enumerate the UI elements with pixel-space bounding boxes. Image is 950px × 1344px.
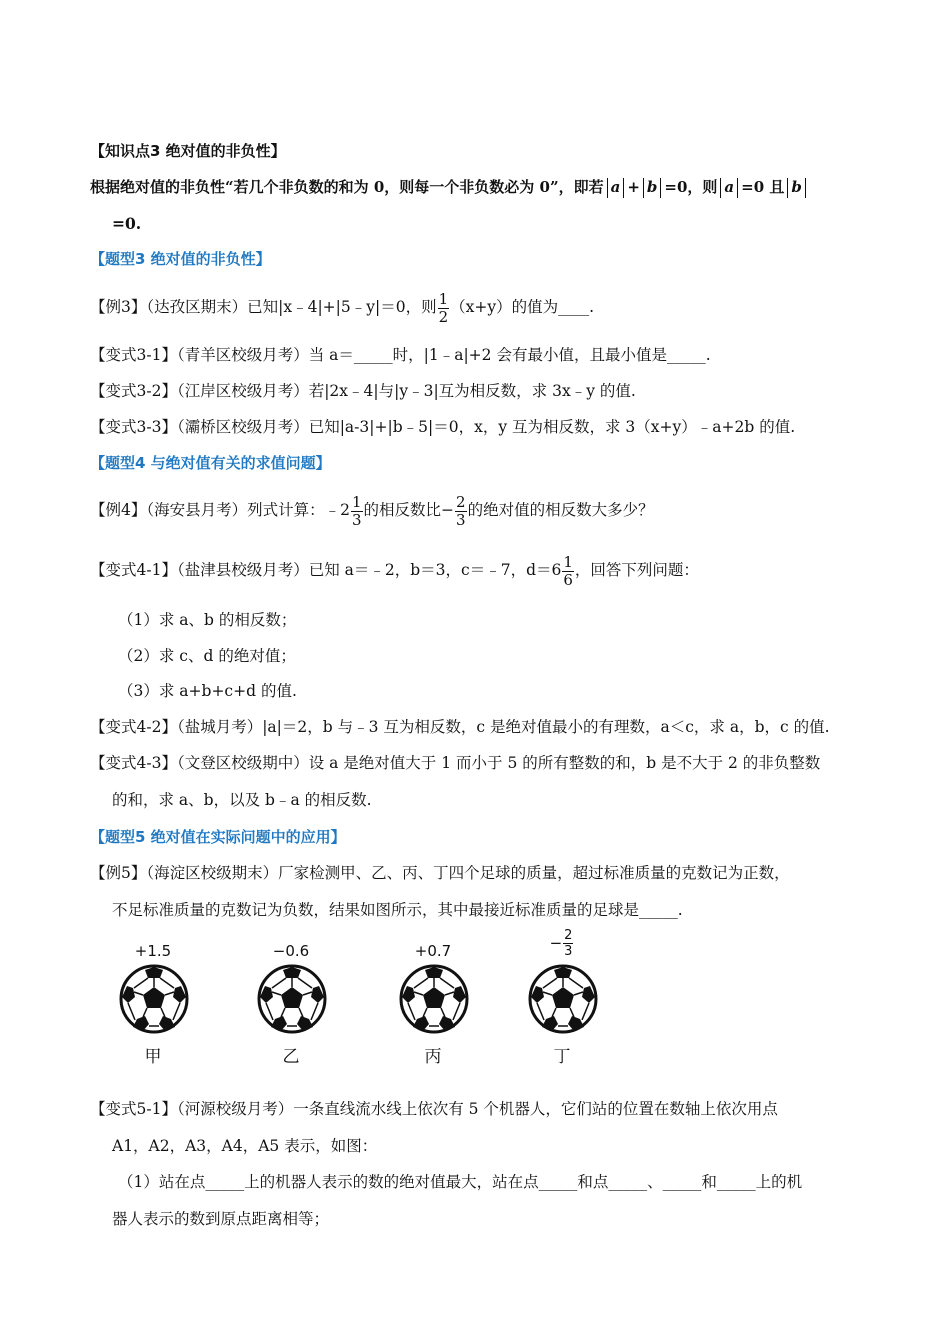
- ball-value: − $\frac{2}{3}$: [549, 928, 573, 959]
- ball-value: +1.5: [134, 942, 172, 960]
- soccer-ball-icon: [119, 964, 189, 1034]
- variant-3-3: 【变式3-3】（灞桥区校级月考）已知|a-3|+|b﹣5|＝0，x，y 互为相反数，求 3（x+y）﹣a+2b 的值.: [90, 418, 796, 436]
- kp-eq: =0 且: [741, 178, 785, 196]
- ball-value: −0.6: [272, 942, 310, 960]
- v41-fraction: $\frac{1}{6}$: [563, 552, 573, 589]
- variant-4-2: 【变式4-2】（盐城月考）|a|＝2，b 与﹣3 互为相反数，c 是绝对值最小的有理数，a＜c，求 a，b，c 的值.: [90, 718, 830, 736]
- knowledge-point-body-line2: =0.: [112, 214, 142, 233]
- ex4-fraction-1: $\frac{1}{3}$: [351, 492, 362, 529]
- variant-4-1-q2: （2）求 c、d 的绝对值；: [118, 647, 296, 665]
- variant-4-1-q1: （1）求 a、b 的相反数；: [118, 611, 297, 629]
- section-title-type5: 【题型5 绝对值在实际问题中的应用】: [90, 828, 346, 846]
- kp-eq: =0，则: [664, 178, 718, 196]
- variant-5-1-q1-line1: （1）站在点_____上的机器人表示的数的绝对值最大，站在点_____和点_____、_____和_____上的机: [118, 1173, 803, 1191]
- variant-4-3-line2: 的和，求 a、b，以及 b﹣a 的相反数.: [112, 791, 372, 809]
- variant-5-1-q1-line2: 器人表示的数到原点距离相等；: [112, 1210, 330, 1228]
- ball-value-fraction: $\frac{2}{3}$: [564, 928, 573, 959]
- soccer-ball-icon: [528, 964, 598, 1034]
- soccer-ball-icon: [257, 964, 327, 1034]
- example-5-line2: 不足标准质量的克数记为负数，结果如图所示，其中最接近标准质量的足球是_____.: [112, 901, 683, 919]
- variant-3-1: 【变式3-1】（青羊区校级月考）当 a＝_____时，|1﹣a|+2 会有最小值，且最小值是_____.: [90, 346, 711, 364]
- variant-4-1: 【变式4-1】（盐津县校级月考）已知 a＝﹣2，b＝3，c＝﹣7，d＝6 $\frac{1}{6}$ ，回答下列问题：: [90, 552, 699, 589]
- variant-4-3-line1: 【变式4-3】（文登区校级期中）设 a 是绝对值大于 1 而小于 5 的所有整数的和，b 是不大于 2 的非负整数: [90, 754, 821, 772]
- soccer-ball-icon: [399, 964, 469, 1034]
- kp-var: a: [724, 178, 735, 196]
- section-title-type3: 【题型3 绝对值的非负性】: [90, 250, 271, 268]
- variant-5-1-line2: A1，A2，A3，A4，A5 表示，如图：: [112, 1137, 378, 1155]
- ball-name: 丙: [424, 1047, 442, 1067]
- knowledge-point-title: 【知识点3 绝对值的非负性】: [90, 142, 286, 160]
- variant-4-1-q3: （3）求 a+b+c+d 的值.: [118, 682, 297, 700]
- kp-var: b: [791, 178, 802, 196]
- kp-body-text: 根据绝对值的非负性“若几个非负数的和为 0，则每一个非负数必为 0”，即若: [90, 178, 604, 196]
- example-4: 【例4】（海安县月考）列式计算：﹣2 $\frac{1}{3}$ 的相反数比− $\frac{2}{3}$ 的绝对值的相反数大多少？: [90, 492, 654, 529]
- ball-value: +0.7: [414, 942, 452, 960]
- example-3: [90, 288, 594, 326]
- ball-name: 乙: [282, 1047, 300, 1067]
- variant-3-2: 【变式3-2】（江岸区校级月考）若|2x﹣4|与|y﹣3|互为相反数，求 3x﹣y 的值.: [90, 382, 636, 400]
- example-5-line1: 【例5】（海淀区校级期末）厂家检测甲、乙、丙、丁四个足球的质量，超过标准质量的克数记为正数，: [90, 864, 790, 882]
- knowledge-point-body-line1: [90, 176, 809, 198]
- ex4-fraction-2: $\frac{2}{3}$: [456, 492, 466, 529]
- ball-name: 丁: [553, 1047, 571, 1067]
- ball-ding: [502, 928, 622, 1067]
- ball-jia: [93, 936, 213, 1066]
- ex3-text-end: （x+y）的值为____.: [450, 298, 595, 316]
- kp-var: a: [610, 178, 621, 196]
- variant-5-1-line1: 【变式5-1】（河源校级月考）一条直线流水线上依次有 5 个机器人，它们站的位置在数轴上依次用点: [90, 1100, 778, 1118]
- kp-var: b: [646, 178, 658, 196]
- ex3-text: 【例3】（达孜区期末）已知|x﹣4|+|5﹣y|＝0，则: [90, 298, 437, 316]
- ex3-fraction: $\frac{1}{2}$: [438, 289, 449, 326]
- ball-bing: [373, 936, 493, 1066]
- kp-plus: +: [627, 178, 640, 196]
- ball-name: 甲: [144, 1047, 162, 1067]
- ball-yi: [231, 936, 351, 1066]
- section-title-type4: 【题型4 与绝对值有关的求值问题】: [90, 454, 331, 472]
